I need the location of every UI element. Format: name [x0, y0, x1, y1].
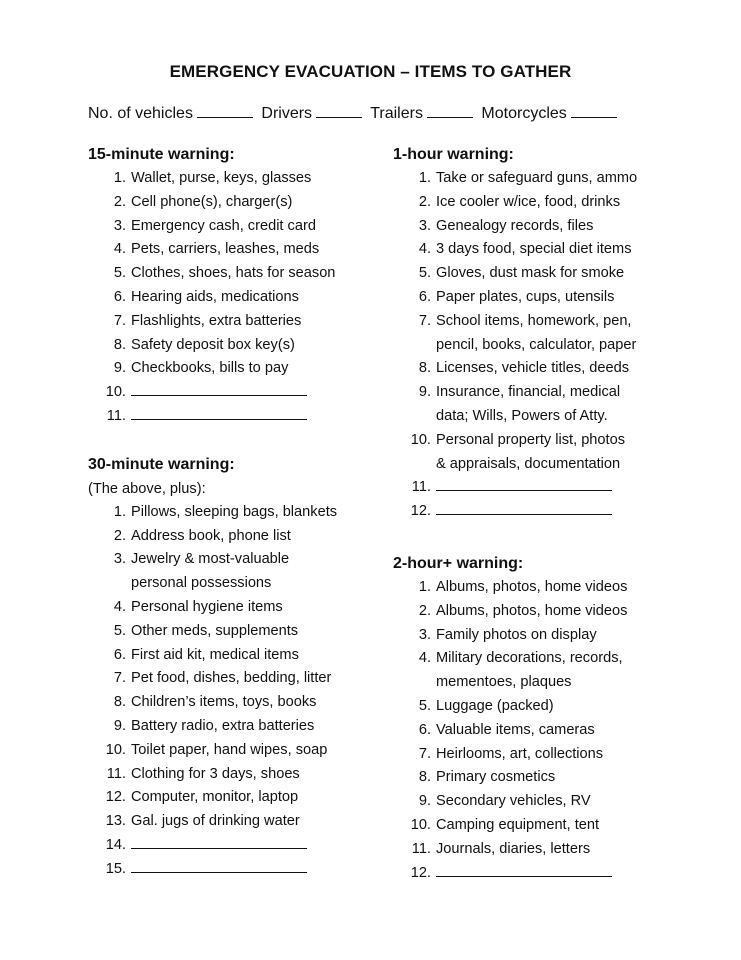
list-item-number: 12.	[410, 503, 431, 520]
list-item-text: Other meds, supplements	[131, 622, 299, 639]
list-item-text: Gal. jugs of drinking water	[131, 813, 300, 830]
vehicle-counts-row	[88, 103, 621, 123]
list-item-text: School items, homework, pen,	[436, 312, 632, 329]
list-item-text: Licenses, vehicle titles, deeds	[436, 360, 630, 377]
blank-write-in-line[interactable]	[436, 862, 612, 886]
list-item-number: 10.	[410, 431, 431, 448]
list-item-number: 7.	[113, 312, 126, 329]
list-item-text: Pets, carriers, leashes, meds	[131, 241, 320, 258]
drivers-label: Drivers	[261, 105, 313, 122]
list-item	[393, 476, 723, 500]
list-item-number: 5.	[418, 697, 431, 714]
list-item-number: 12.	[410, 864, 431, 881]
list-item	[393, 238, 723, 262]
list-item-number: 7.	[418, 745, 431, 762]
list-item	[393, 310, 723, 334]
list-item-text: Emergency cash, credit card	[131, 217, 316, 234]
list-item	[88, 525, 388, 549]
list-item	[88, 763, 388, 787]
list-item-number: 11.	[106, 407, 126, 424]
list-item-number: 10.	[410, 816, 431, 833]
section-15-minute-heading: 15-minute warning:	[88, 146, 235, 163]
list-item-number: 11.	[411, 840, 431, 857]
list-item	[88, 191, 388, 215]
list-item-number: 6.	[113, 646, 126, 663]
list-item-continuation	[393, 453, 723, 477]
list-item-number: 2.	[113, 527, 126, 544]
list-item	[88, 739, 388, 763]
list-item	[393, 262, 723, 286]
motorcycles-blank[interactable]	[571, 103, 617, 118]
list-item-number: 2.	[113, 193, 126, 210]
list-item-number: 3.	[113, 551, 126, 568]
page-title: EMERGENCY EVACUATION – ITEMS TO GATHER	[169, 62, 572, 81]
trailers-blank[interactable]	[427, 103, 473, 118]
list-item	[393, 766, 723, 790]
list-item-text: Take or safeguard guns, ammo	[436, 170, 638, 186]
list-item	[88, 238, 388, 262]
list-item-text: Ice cooler w/ice, food, drinks	[436, 193, 621, 210]
list-item-text: Hearing aids, medications	[131, 288, 299, 305]
list-item-number: 12.	[105, 789, 126, 806]
list-item-number: 6.	[418, 288, 431, 305]
motorcycles-label: Motorcycles	[481, 105, 567, 122]
list-item-text: Heirlooms, art, collections	[436, 745, 604, 762]
list-item-text: Address book, phone list	[131, 527, 291, 544]
list-item-number: 7.	[418, 312, 431, 329]
list-item-number: 3.	[418, 626, 431, 643]
list-item-continuation	[393, 405, 723, 429]
list-item-text: Safety deposit box key(s)	[131, 336, 295, 353]
list-item	[88, 644, 388, 668]
list-item-text: data; Wills, Powers of Atty.	[436, 407, 608, 424]
list-item-text: Albums, photos, home videos	[436, 602, 628, 619]
list-item-number: 5.	[113, 265, 126, 282]
list-item-text: Albums, photos, home videos	[436, 578, 628, 595]
list-item-text: 3 days food, special diet items	[436, 241, 632, 258]
list-item	[88, 667, 388, 691]
blank-write-in-line[interactable]	[131, 381, 307, 405]
list-item	[88, 262, 388, 286]
list-item-text: Children’s items, toys, books	[131, 694, 317, 711]
section-1-hour-list	[393, 167, 723, 524]
list-item-text: Personal property list, photos	[436, 431, 626, 448]
list-item	[88, 548, 388, 572]
section-1-hour-heading: 1-hour warning:	[393, 146, 514, 163]
list-item-number: 6.	[418, 721, 431, 738]
list-item	[393, 862, 723, 886]
list-item-number: 1.	[113, 503, 126, 520]
list-item-number: 7.	[113, 670, 126, 687]
list-item-number: 9.	[113, 717, 126, 734]
list-item	[393, 381, 723, 405]
list-item	[88, 691, 388, 715]
list-item	[88, 715, 388, 739]
list-item-number: 15.	[105, 860, 126, 877]
list-item-number: 4.	[113, 598, 126, 615]
list-item-number: 2.	[418, 193, 431, 210]
list-item-number: 5.	[418, 265, 431, 282]
list-item-text: Battery radio, extra batteries	[131, 717, 315, 734]
list-item-text: Jewelry & most-valuable	[131, 551, 290, 568]
list-item-text: Pet food, dishes, bedding, litter	[131, 670, 332, 687]
list-item-number: 8.	[113, 336, 126, 353]
list-item-text: & appraisals, documentation	[436, 455, 621, 472]
list-item	[88, 286, 388, 310]
section-30-minute-list	[88, 501, 388, 882]
list-item-number: 13.	[105, 813, 126, 830]
list-item	[393, 814, 723, 838]
list-item-continuation	[393, 334, 723, 358]
list-item-number: 3.	[418, 217, 431, 234]
list-item-number: 8.	[418, 769, 431, 786]
list-item-text: mementoes, plaques	[436, 674, 572, 691]
list-item-text: Journals, diaries, letters	[436, 840, 591, 857]
list-item	[393, 719, 723, 743]
list-item-number: 10.	[105, 741, 126, 758]
blank-write-in-line[interactable]	[131, 405, 307, 429]
list-item	[88, 381, 388, 405]
list-item-text: Gloves, dust mask for smoke	[436, 265, 625, 282]
list-item-number: 1.	[113, 170, 126, 186]
list-item-text: Valuable items, cameras	[436, 721, 595, 738]
list-item-number: 3.	[113, 217, 126, 234]
list-item-number: 14.	[105, 836, 126, 853]
section-2-hour-list	[393, 576, 723, 885]
blank-write-in-line[interactable]	[436, 476, 612, 500]
list-item-continuation	[88, 572, 388, 596]
list-item-text: Computer, monitor, laptop	[131, 789, 299, 806]
list-item	[88, 810, 388, 834]
section-15-minute-list	[88, 167, 388, 429]
list-item-number: 11.	[411, 479, 431, 496]
list-item	[393, 624, 723, 648]
list-item-text: Wallet, purse, keys, glasses	[131, 170, 312, 186]
blank-write-in-line[interactable]	[131, 858, 307, 882]
list-item-number: 8.	[418, 360, 431, 377]
list-item-text: Clothing for 3 days, shoes	[131, 765, 300, 782]
list-item	[88, 620, 388, 644]
list-item-text: Family photos on display	[436, 626, 597, 643]
list-item	[393, 215, 723, 239]
list-item-text: Checkbooks, bills to pay	[131, 360, 289, 377]
list-item-text: Primary cosmetics	[436, 769, 556, 786]
list-item	[88, 215, 388, 239]
list-item-number: 11.	[106, 765, 126, 782]
list-item-number: 6.	[113, 288, 126, 305]
list-item	[88, 858, 388, 882]
list-item-text: Genealogy records, files	[436, 217, 594, 234]
list-item	[393, 647, 723, 671]
list-item	[88, 405, 388, 429]
list-item	[88, 167, 388, 191]
list-item	[393, 286, 723, 310]
list-item	[88, 310, 388, 334]
blank-write-in-line[interactable]	[436, 500, 612, 524]
section-30-minute-subtitle: (The above, plus):	[88, 480, 206, 497]
list-item-number: 4.	[418, 650, 431, 667]
list-item	[393, 576, 723, 600]
list-item-text: Insurance, financial, medical	[436, 384, 621, 401]
section-2-hour-heading: 2-hour+ warning:	[393, 554, 524, 572]
list-item-number: 9.	[418, 384, 431, 401]
list-item	[88, 357, 388, 381]
list-item	[88, 834, 388, 858]
list-item-number: 1.	[418, 578, 431, 595]
list-item	[393, 500, 723, 524]
list-item-text: Paper plates, cups, utensils	[436, 288, 615, 305]
blank-write-in-line[interactable]	[131, 834, 307, 858]
list-item-text: First aid kit, medical items	[131, 646, 299, 663]
list-item	[88, 501, 388, 525]
list-item	[393, 357, 723, 381]
list-item-number: 10.	[105, 384, 126, 401]
list-item	[393, 600, 723, 624]
list-item	[393, 838, 723, 862]
list-item-text: Pillows, sleeping bags, blankets	[131, 503, 338, 520]
list-item-number: 8.	[113, 694, 126, 711]
list-item-text: Cell phone(s), charger(s)	[131, 193, 293, 210]
vehicles-blank[interactable]	[197, 103, 253, 118]
vehicles-label: No. of vehicles	[88, 105, 193, 122]
list-item-text: Camping equipment, tent	[436, 816, 600, 833]
list-item-number: 4.	[113, 241, 126, 258]
list-item	[393, 191, 723, 215]
list-item-text: personal possessions	[131, 575, 272, 592]
drivers-blank[interactable]	[316, 103, 362, 118]
list-item-text: Toilet paper, hand wipes, soap	[131, 741, 328, 758]
list-item-text: Flashlights, extra batteries	[131, 312, 302, 329]
list-item	[393, 695, 723, 719]
list-item-number: 5.	[113, 622, 126, 639]
list-item	[393, 167, 723, 191]
list-item-number: 1.	[418, 170, 431, 186]
list-item	[88, 596, 388, 620]
list-item-number: 4.	[418, 241, 431, 258]
list-item	[393, 429, 723, 453]
list-item	[88, 334, 388, 358]
list-item-text: Personal hygiene items	[131, 598, 283, 615]
list-item-number: 2.	[418, 602, 431, 619]
list-item-text: Secondary vehicles, RV	[436, 793, 591, 810]
list-item-number: 9.	[418, 793, 431, 810]
list-item	[393, 790, 723, 814]
list-item-text: Military decorations, records,	[436, 650, 623, 667]
list-item-text: pencil, books, calculator, paper	[436, 336, 637, 353]
list-item-text: Clothes, shoes, hats for season	[131, 265, 336, 282]
list-item-continuation	[393, 671, 723, 695]
list-item	[393, 743, 723, 767]
list-item	[88, 786, 388, 810]
list-item-number: 9.	[113, 360, 126, 377]
left-column	[88, 143, 388, 882]
trailers-label: Trailers	[370, 105, 423, 122]
section-30-minute-heading: 30-minute warning:	[88, 455, 235, 473]
list-item-text: Luggage (packed)	[436, 697, 554, 714]
right-column	[393, 143, 723, 885]
